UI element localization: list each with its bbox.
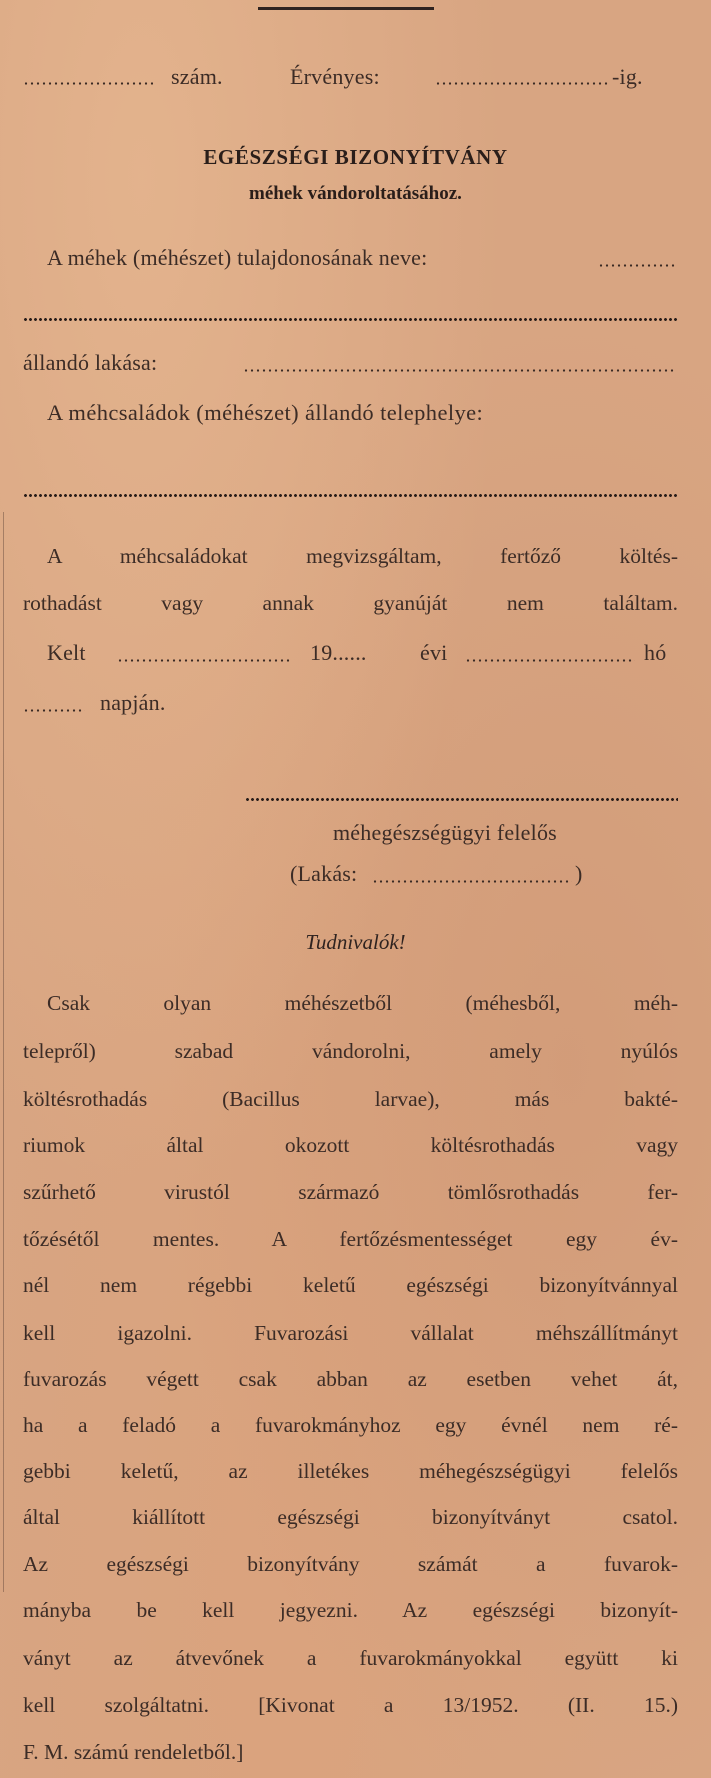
notes-line: kell igazolni. Fuvarozási vállalat méhszállítmányt bbox=[23, 1321, 678, 1345]
date-month-dots bbox=[465, 659, 635, 662]
address-open: (Lakás: bbox=[290, 861, 358, 886]
date-year: 19...... bbox=[310, 640, 367, 665]
owner-name-dots-line2 bbox=[23, 318, 678, 321]
document-title: EGÉSZSÉGI BIZONYÍTVÁNY bbox=[203, 145, 508, 169]
residence-dots bbox=[243, 369, 676, 372]
notes-line: Az egészségi bizonyítvány számát a fuvarok- bbox=[23, 1552, 678, 1576]
valid-field-dots bbox=[435, 82, 610, 85]
valid-suffix: -ig. bbox=[612, 64, 643, 89]
notes-line: mányba be kell jegyezni. Az egészségi bizonyít- bbox=[23, 1598, 678, 1622]
number-label: szám. bbox=[171, 64, 223, 89]
notes-line: szűrhető virustól származó tömlősrothadás fer- bbox=[23, 1180, 678, 1204]
signature-dots bbox=[245, 798, 678, 801]
statement-line-1: A méhcsaládokat megvizsgáltam, fertőző költés- bbox=[47, 544, 678, 568]
notes-line: fuvarozás végett csak abban az esetben vehet át, bbox=[23, 1367, 678, 1391]
address-dots bbox=[372, 880, 572, 883]
residence-label: állandó lakása: bbox=[23, 350, 158, 375]
date-kelt-label: Kelt bbox=[47, 640, 86, 665]
notes-heading: Tudnivalók! bbox=[305, 930, 406, 954]
document-subtitle: méhek vándoroltatásához. bbox=[249, 183, 462, 204]
site-dots bbox=[23, 494, 678, 497]
date-napjan-label: napján. bbox=[100, 690, 166, 715]
notes-line: Csak olyan méhészetből (méhesből, méh- bbox=[47, 991, 678, 1015]
notes-line: ványt az átvevőnek a fuvarokmányokkal együtt ki bbox=[23, 1646, 678, 1670]
notes-line: kell szolgáltatni. [Kivonat a 13/1952. (II. 15.) bbox=[23, 1693, 678, 1717]
notes-line: telepről) szabad vándorolni, amely nyúlós bbox=[23, 1039, 678, 1063]
notes-line: ha a feladó a fuvarokmányhoz egy évnél nem ré- bbox=[23, 1413, 678, 1437]
valid-label: Érvényes: bbox=[290, 64, 380, 89]
date-evi-label: évi bbox=[420, 640, 448, 665]
notes-line: költésrothadás (Bacillus larvae), más bakté- bbox=[23, 1087, 678, 1111]
owner-name-label: A méhek (méhészet) tulajdonosának neve: bbox=[47, 245, 428, 270]
notes-line: tőzésétől mentes. A fertőzésmentességet egy év- bbox=[23, 1227, 678, 1251]
date-place-dots bbox=[117, 659, 290, 662]
notes-line: F. M. számú rendeletből.] bbox=[23, 1740, 244, 1764]
page-edge-line bbox=[3, 512, 4, 1592]
signature-role: méhegészségügyi felelős bbox=[333, 820, 557, 845]
top-rule bbox=[258, 7, 434, 10]
statement-line-2: rothadást vagy annak gyanúját nem találtam. bbox=[23, 591, 678, 615]
address-close: ) bbox=[575, 861, 583, 886]
notes-line: gebbi keletű, az illetékes méhegészségügyi felelős bbox=[23, 1459, 678, 1483]
owner-name-dots bbox=[598, 264, 676, 267]
date-ho-label: hó bbox=[644, 640, 667, 665]
notes-line: által kiállított egészségi bizonyítványt csatol. bbox=[23, 1505, 678, 1529]
date-day-dots bbox=[23, 709, 85, 712]
site-label: A méhcsaládok (méhészet) állandó telephelye: bbox=[47, 400, 484, 425]
number-field-dots bbox=[23, 82, 153, 85]
notes-line: nél nem régebbi keletű egészségi bizonyítvánnyal bbox=[23, 1273, 678, 1297]
notes-line: riumok által okozott költésrothadás vagy bbox=[23, 1133, 678, 1157]
